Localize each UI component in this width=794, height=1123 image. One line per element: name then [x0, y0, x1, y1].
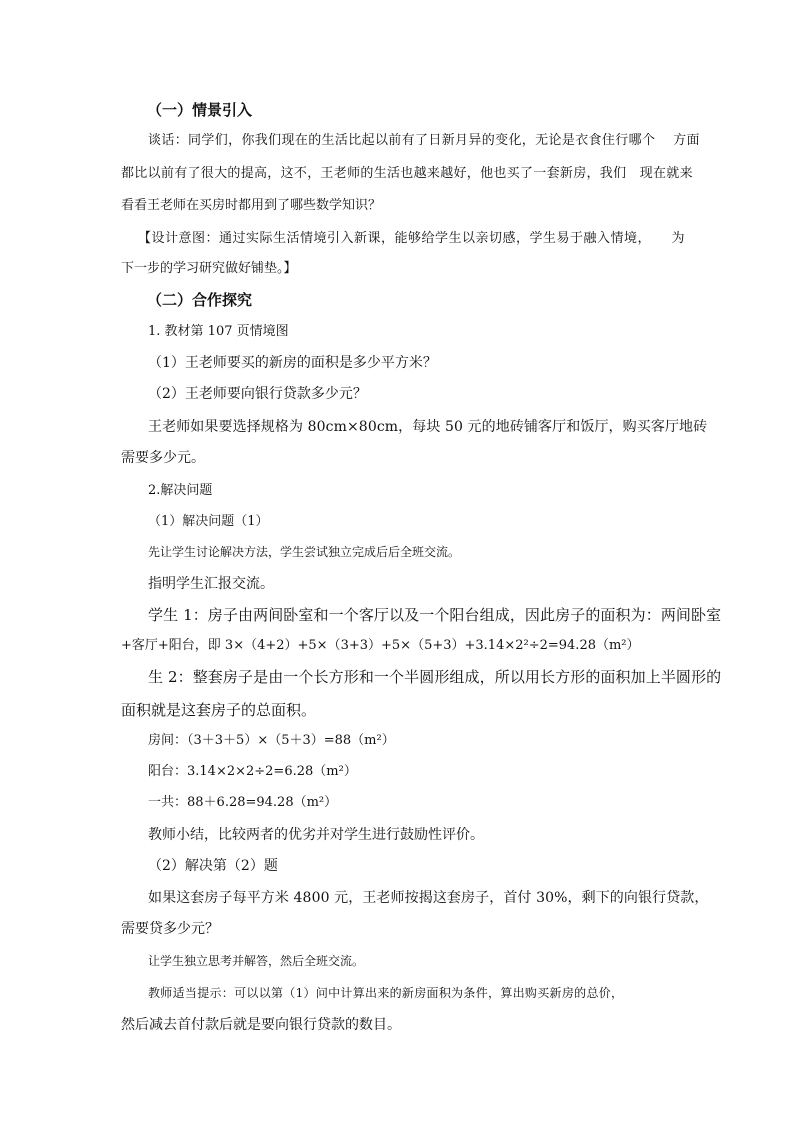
student-answer-line: 生 2：整套房子是由一个长方形和一个半圆形组成，所以用长方形的面积加上半圆形的 — [148, 668, 722, 686]
student-answer-line: 学生 1：房子由两间卧室和一个客厅以及一个阳台组成，因此房子的面积为：两间卧室 — [148, 606, 722, 624]
paragraph-line: 需要贷多少元？ — [121, 921, 219, 937]
student-answer-line: +客厅+阳台，即 3×（4+2）+5×（3+3）+5×（5+3）+3.14×2²÷2=94.28（m²） — [121, 638, 640, 653]
calculation-line: 房间：（3＋3＋5）×（5＋3）=88（m²） — [148, 733, 395, 748]
paragraph-line: 谈话：同学们，你我们现在的生活比起以前有了日新月异的变化，无论是衣食住行哪个 方面 — [148, 133, 700, 148]
question-item: （2）王老师要向银行贷款多少元？ — [148, 386, 367, 402]
paragraph-line: 王老师如果要选择规格为 80cm×80cm，每块 50 元的地砖铺客厅和饭厅，购买客厅地砖 — [148, 419, 708, 435]
calculation-line: 一共：88＋6.28=94.28（m²） — [148, 795, 338, 810]
list-item: （2）解决第（2）题 — [148, 858, 278, 874]
paragraph-line: 让学生独立思考并解答，然后全班交流。 — [148, 954, 365, 968]
list-item: 2.解决问题 — [148, 483, 213, 498]
student-answer-line: 面积就是这套房子的总面积。 — [121, 701, 317, 719]
paragraph-line: 指明学生汇报交流。 — [148, 576, 274, 592]
section-heading-situation-intro: （一）情景引入 — [147, 101, 253, 119]
paragraph-line: 看看王老师在买房时都用到了哪些数学知识？ — [121, 198, 382, 213]
calculation-line: 阳台：3.14×2×2÷2=6.28（m²） — [148, 764, 357, 779]
paragraph-line: 都比以前有了很大的提高，这不，王老师的生活也越来越好，他也买了一套新房，我们 现在就来 — [121, 166, 693, 181]
question-item: （1）王老师要买的新房的面积是多少平方米？ — [148, 355, 437, 371]
paragraph-line: 如果这套房子每平方米 4800 元，王老师按揭这套房子，首付 30%，剩下的向银行贷款， — [148, 890, 709, 906]
design-intent-note: 下一步的学习研究做好铺垫。】 — [121, 261, 297, 276]
paragraph-line: 先让学生讨论解决方法，学生尝试独立完成后后全班交流。 — [148, 545, 461, 559]
list-item: （1）解决问题（1） — [148, 514, 269, 529]
design-intent-note: 【设计意图：通过实际生活情境引入新课，能够给学生以亲切感，学生易于融入情境， 为 — [138, 231, 686, 246]
paragraph-line: 教师适当提示：可以以第（1）问中计算出来的新房面积为条件，算出购买新房的总价， — [148, 986, 624, 1000]
section-heading-cooperative-inquiry: （二）合作探究 — [147, 291, 253, 309]
list-item: 1. 教材第 107 页情境图 — [148, 324, 289, 339]
paragraph-line: 然后减去首付款后就是要向银行贷款的数目。 — [121, 1017, 401, 1033]
paragraph-line: 需要多少元。 — [121, 450, 205, 466]
paragraph-line: 教师小结，比较两者的优劣并对学生进行鼓励性评价。 — [148, 827, 484, 843]
